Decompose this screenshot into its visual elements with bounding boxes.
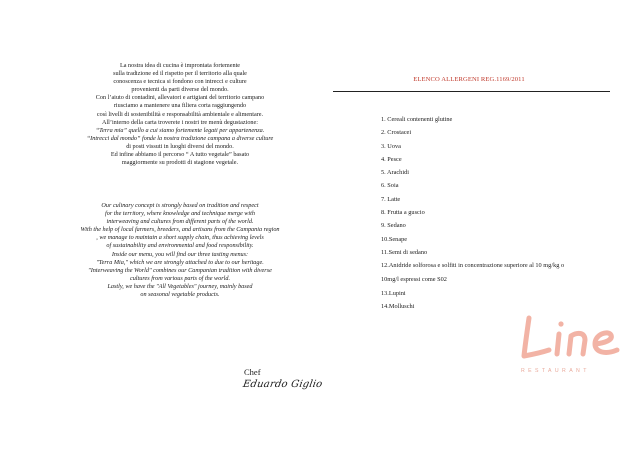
logo-subtitle: RESTAURANT [521, 368, 590, 374]
intro-en-line: of sustainability and environmental and food responsibility. [106, 242, 254, 250]
intro-it-line: di posti vissuti in luoghi diversi del mondo. [126, 142, 234, 150]
intro-it-line: “Terra mia” quello a cui siamo fortemente legati per appartenenza. [95, 126, 265, 134]
intro-it-line: provenienti da parti diverse del mondo. [131, 86, 229, 94]
intro-en-line: on seasonal vegetable products. [140, 291, 220, 299]
intro-it-line: riusciamo a mantenere una filiera corta raggiungendo [113, 102, 247, 110]
allergen-item: 9. Sedano [381, 222, 406, 230]
allergen-item: 11.Semi di sedano [381, 248, 428, 256]
intro-it-line: così livelli di sostenibilità e responsabilità ambientale e alimentare. [96, 110, 264, 118]
allergen-item: 14.Molluschi [381, 302, 415, 310]
allergen-item: 8. Frutta a guscio [381, 209, 425, 217]
allergen-item-sulphites [381, 262, 613, 284]
allergen-item: 7. Latte [381, 195, 401, 203]
allergen-item: 2. Crostacei [381, 129, 412, 137]
intro-italian [60, 62, 300, 167]
chef-signature: Eduardo Giglio [242, 379, 324, 390]
title-divider [333, 91, 610, 92]
intro-it-line: maggiormente su prodotti di stagione vegetale. [121, 159, 239, 167]
chef-label: Chef [244, 367, 261, 377]
intro-it-line: conoscenza e tecnica si fondono con intrecci e culture [113, 78, 247, 86]
allergen-item: 10.Senape [381, 235, 408, 243]
intro-it-line: “Intrecci dal mondo” fonde la nostra tradizione campana a diverse culture [86, 134, 274, 142]
intro-en-line: "Terra Mia," which we are strongly attached to due to our heritage. [96, 258, 264, 266]
intro-it-line: Ed infine abbiamo il percorso “ A tutto vegetale” basato [110, 151, 250, 159]
intro-en-line: for the territory, where knowledge and technique merge with [105, 210, 255, 218]
intro-it-line: La nostra idea di cucina è improntata fortemente [119, 62, 241, 69]
intro-en-line: , we manage to maintain a short supply chain, thus achieving levels [96, 234, 264, 242]
allergen-item: 3. Uova [381, 142, 401, 150]
allergen-item: 4. Pesce [381, 155, 402, 163]
allergen-list-title: ELENCO ALLERGENI REG.1169/2011 [413, 76, 525, 83]
intro-english [56, 202, 304, 299]
allergen-item-text: 12.Anidride solforosa e solfiti in concentrazione superiore al 10 mg/kg o [381, 262, 565, 270]
allergen-item: 1. Cereali contenenti glutine [381, 116, 453, 123]
intro-en-line: "Interweaving the World" combines our Campanian tradition with diverse [88, 266, 272, 274]
intro-en-line: cultures from various parts of the world. [129, 274, 231, 282]
intro-it-line: All’interno della carta troverete i nostri tre menù degustazione: [101, 118, 258, 126]
restaurant-logo [515, 312, 625, 362]
allergen-item: 6. Soia [381, 182, 399, 190]
allergen-item: 5. Arachidi [381, 169, 409, 177]
allergen-item: 13.Lupini [381, 289, 406, 297]
intro-it-line: Con l’aiuto di contadini, allevatori e artigiani del territorio campano [95, 94, 265, 102]
allergen-item-continuation: 10mg/l espressi come S02 [381, 276, 447, 284]
allergen-list [381, 116, 613, 316]
intro-en-line: With the help of local farmers, breeders, and artisans from the Campania region [80, 226, 280, 234]
intro-en-line: Inside our menu, you will find our three tasting menus: [111, 250, 249, 258]
intro-en-line: interweaving and cultures from different parts of the world. [106, 218, 254, 226]
intro-it-line: sulla tradizione ed il rispetto per il territorio alla quale [113, 70, 247, 78]
intro-en-line: Lastly, we have the "All Vegetables" journey, mainly based [107, 282, 253, 290]
intro-en-line: Our culinary concept is strongly based on tradition and respect [101, 202, 259, 209]
